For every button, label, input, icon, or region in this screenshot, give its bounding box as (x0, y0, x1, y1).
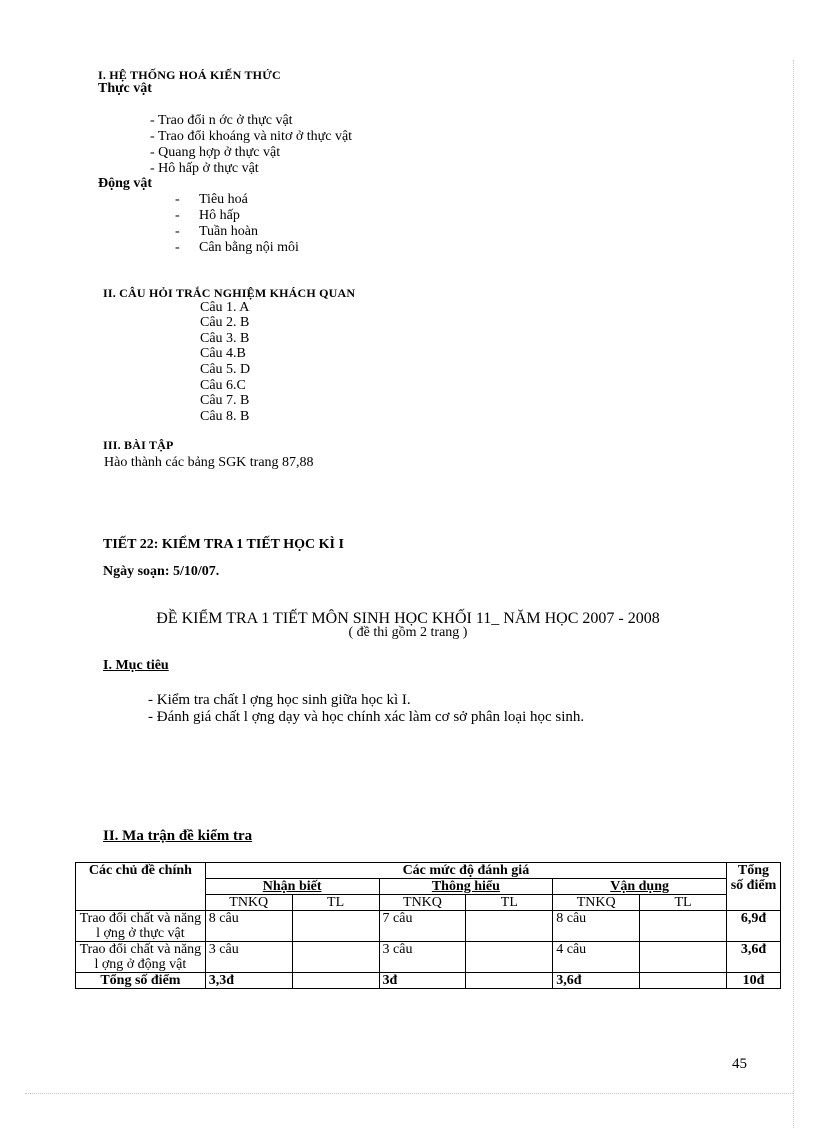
subcol-header: TL (640, 895, 727, 911)
answer-item: Câu 1. A (200, 300, 250, 315)
row-total-cell: 3,6đ (726, 942, 780, 973)
level-header: Nhận biết (205, 879, 379, 895)
data-cell (292, 942, 379, 973)
page-number: 45 (732, 1056, 747, 1072)
assessment-matrix-table (75, 862, 781, 989)
subcol-header: TNKQ (379, 895, 466, 911)
grand-total-cell: 10đ (726, 973, 780, 989)
section-1-heading: I. HỆ THỐNG HOÁ KIẾN THỨC (98, 68, 281, 82)
table-row (76, 911, 781, 942)
data-cell (466, 911, 553, 942)
data-cell: 7 câu (379, 911, 466, 942)
animal-item-dash: - (175, 192, 180, 207)
level-header: Vận dụng (553, 879, 727, 895)
answer-item: Câu 6.C (200, 378, 246, 393)
data-cell: 3 câu (205, 942, 292, 973)
exam-title: ĐỀ KIỂM TRA 1 TIẾT MÔN SINH HỌC KHỐI 11_ NĂM HỌC 2007 - 2008 (156, 610, 660, 627)
data-cell (640, 942, 727, 973)
answer-item: Câu 7. B (200, 393, 250, 408)
topic-cell: Trao đổi chất và năng l ợng ở thực vật (76, 911, 206, 942)
data-cell (640, 911, 727, 942)
subcol-header: TL (292, 895, 379, 911)
objectives-heading: I. Mục tiêu (103, 658, 169, 673)
data-cell: 3 câu (379, 942, 466, 973)
plant-item: - Quang hợp ở thực vật (150, 145, 281, 160)
section-2-heading: II. CÂU HỎI TRẮC NGHIỆM KHÁCH QUAN (103, 286, 356, 300)
plant-item: - Trao đổi n ớc ở thực vật (150, 113, 293, 128)
plant-item: - Trao đổi khoáng và nitơ ở thực vật (150, 129, 353, 144)
section-3-text: Hào thành các bảng SGK trang 87,88 (104, 455, 314, 470)
total-cell (466, 973, 553, 989)
lesson-date-label: Ngày soạn: (103, 564, 170, 579)
plant-item: - Hô hấp ở thực vật (150, 161, 259, 176)
objective-item: - Đánh giá chất l ợng dạy và học chính xác làm cơ sở phân loại học sinh. (148, 709, 585, 725)
answer-item: Câu 4.B (200, 346, 246, 361)
objective-item: - Kiểm tra chất l ợng học sinh giữa học kì I. (148, 692, 411, 708)
animal-item-dash: - (175, 224, 180, 239)
data-cell (292, 911, 379, 942)
data-cell: 8 câu (205, 911, 292, 942)
matrix-heading: II. Ma trận đề kiểm tra (103, 828, 253, 844)
answer-item: Câu 5. D (200, 362, 251, 377)
total-header: Tổng số điểm (726, 863, 780, 911)
total-cell (640, 973, 727, 989)
plants-label: Thực vật (98, 81, 152, 96)
subcol-header: TL (466, 895, 553, 911)
total-cell: 3,6đ (553, 973, 640, 989)
row-total-cell: 6,9đ (726, 911, 780, 942)
data-cell: 8 câu (553, 911, 640, 942)
lesson-title: TIẾT 22: KIỂM TRA 1 TIẾT HỌC KÌ I (103, 537, 344, 552)
data-cell (466, 942, 553, 973)
animal-item-dash: - (175, 208, 180, 223)
total-cell: 3đ (379, 973, 466, 989)
total-label-cell: Tổng số điểm (76, 973, 206, 989)
lesson-date (103, 564, 219, 580)
exam-subtitle: ( đề thi gồm 2 trang ) (348, 625, 468, 640)
answer-item: Câu 2. B (200, 315, 250, 330)
table-header-row (76, 863, 781, 879)
section-3-heading: III. BÀI TẬP (103, 438, 174, 452)
animals-label: Động vật (98, 176, 153, 191)
table-total-row (76, 973, 781, 989)
table-row (76, 942, 781, 973)
level-header: Thông hiểu (379, 879, 553, 895)
total-cell (292, 973, 379, 989)
animal-item-dash: - (175, 240, 180, 255)
animal-item: Tiêu hoá (199, 192, 248, 207)
levels-header: Các mức độ đánh giá (205, 863, 726, 879)
data-cell: 4 câu (553, 942, 640, 973)
answer-item: Câu 3. B (200, 331, 250, 346)
subcol-header: TNKQ (553, 895, 640, 911)
topic-header: Các chủ đề chính (76, 863, 206, 911)
subcol-header: TNKQ (205, 895, 292, 911)
page-edge-right (793, 60, 794, 1128)
animal-item: Hô hấp (199, 208, 240, 223)
animal-item: Cân bằng nội môi (199, 240, 299, 255)
topic-cell: Trao đổi chất và năng l ợng ở động vật (76, 942, 206, 973)
page-edge-bottom (25, 1093, 793, 1094)
total-cell: 3,3đ (205, 973, 292, 989)
answer-item: Câu 8. B (200, 409, 250, 424)
animal-item: Tuần hoàn (199, 224, 258, 239)
lesson-date-value: 5/10/07. (173, 564, 220, 579)
